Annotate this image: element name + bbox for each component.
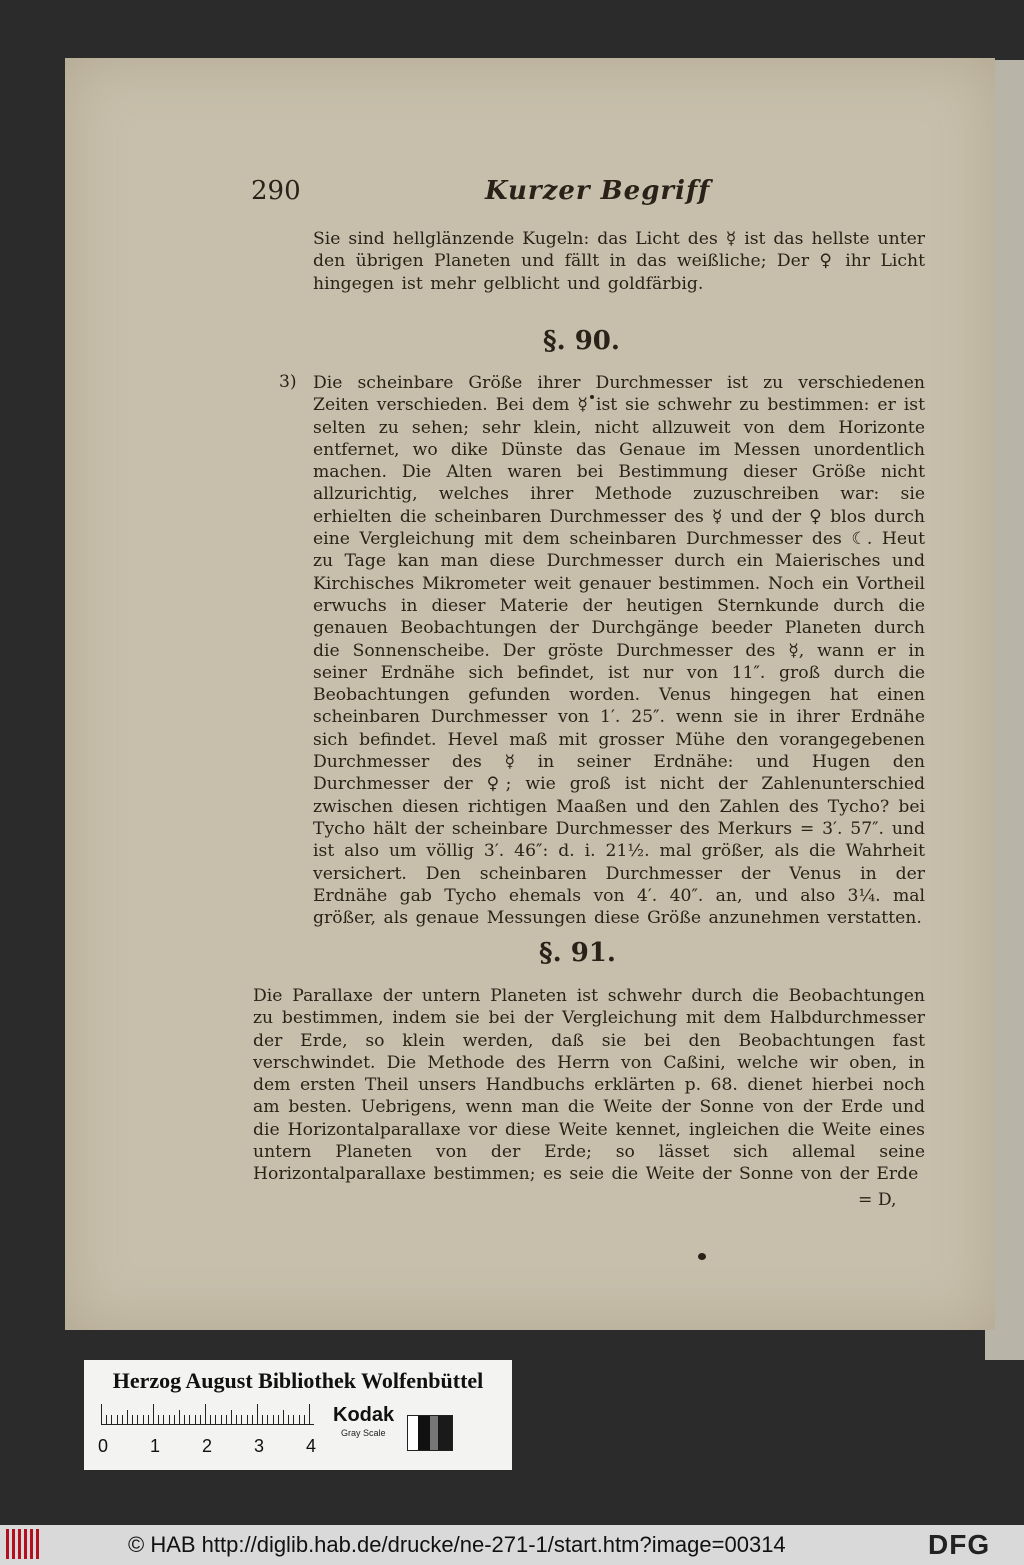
ruler-tick <box>215 1415 216 1424</box>
running-title: Kurzer Begriff <box>485 176 711 206</box>
ruler-tick <box>210 1415 211 1424</box>
scale-ruler <box>101 1404 314 1425</box>
ruler-tick <box>174 1415 175 1424</box>
dfg-logo: DFG <box>928 1529 991 1560</box>
ruler-tick <box>143 1415 144 1424</box>
ruler-tick <box>309 1404 310 1424</box>
paragraph-section-91: Die Parallaxe der untern Planeten ist schwehr durch die Beobachtungen zu bestimmen, indem sie bei der Vergleichung mit dem Halbdurchmesser der Erde, so klein werden, daß sie bei den Beobachtungen fast verschwindet. Die Methode des Herrn von Caßini, welche wir oben, in dem ersten Theil unsers Handbuchs erklärten p. 68. dienet hierbei noch am besten. Uebrigens, wenn man die Weite der Sonne von der Erde und die Horizontalparallaxe vor diese Weite kennet, ingleichen die Weite eines untern Planeten von der Erde; so lässet sich allemal seine Horizontalparallaxe bestimmen; es seie die Weite der Sonne von der Erde <box>253 986 925 1185</box>
ruler-tick <box>247 1415 248 1424</box>
ruler-tick <box>267 1415 268 1424</box>
color-card <box>84 1360 512 1470</box>
swatch-gray <box>430 1416 438 1450</box>
swatch-black <box>418 1416 430 1450</box>
ruler-tick <box>304 1415 305 1424</box>
ruler-tick <box>111 1415 112 1424</box>
ruler-tick <box>231 1410 232 1424</box>
ruler-tick <box>122 1415 123 1424</box>
ruler-label: 0 <box>98 1436 109 1456</box>
ruler-label: 1 <box>150 1436 161 1456</box>
ruler-tick <box>132 1415 133 1424</box>
paragraph-section-90: Die scheinbare Größe ihrer Durchmesser ist zu verschiedenen Zeiten verschieden. Bei dem ☿ ist sie schwehr zu bestimmen: er ist selten zu sehen; sehr klein, nicht allzuweit von dem Horizonte entfernet, wo dike Dünste das Genaue im Messen unordentlich machen. Die Alten waren bei Bestimmung dieser Größe nicht allzurichtig, welches ihrer Methode zuzuschreiben war: sie erhielten die scheinbaren Durchmesser des ☿ und der ♀ blos durch eine Vergleichung mit dem scheinbaren Durchmesser des ☾. Heut zu Tage kan man diese Durchmesser durch ein Maierisches und Kirchisches Mikrometer weit genauer bestimmen. Noch ein Vortheil erwuchs in dieser Materie der heutigen Sternkunde durch die genauen Beobachtungen der Durchgänge beeder Planeten durch die Sonnenscheibe. Der gröste Durchmesser des ☿, wann er in seiner Erdnähe sich befindet, ist nur von 11″. groß durch die Beobachtungen gefunden worden. Venus hingegen hat einen scheinbaren Durchmesser von 1′. 25″. wenn sie in ihrer Erdnähe sich befindet. Hevel maß mit grosser Mühe den vorangegebenen Durchmesser des ☿ in seiner Erdnähe: und Hugen den Durchmesser der ♀; wie groß ist nicht der Zahlenunterschied zwischen diesen richtigen Maaßen und den Zahlen des Tycho? bei Tycho hält der scheinbare Durchmesser des Merkurs = 3′. 57″. und ist also um völlig 3′. 46″: d. i. 21½. mal größer, als die Wahrheit versichert. Den scheinbaren Durchmesser der Venus in der Erdnähe gab Tycho ehemals von 4′. 40″. an, und also 3¼. mal größer, als genaue Messungen diese Größe anzunehmen verstatten. <box>313 373 925 929</box>
ruler-tick <box>195 1415 196 1424</box>
swatch-black <box>438 1416 452 1450</box>
ruler-tick <box>205 1404 206 1424</box>
ruler-tick <box>262 1415 263 1424</box>
kodak-brand: Kodak <box>333 1404 395 1426</box>
swatch-white <box>408 1416 418 1450</box>
ruler-tick <box>236 1415 237 1424</box>
ruler-tick <box>101 1404 102 1424</box>
section-heading-91: §. 91. <box>539 938 616 968</box>
ruler-label: 2 <box>202 1436 213 1456</box>
ruler-tick <box>106 1415 107 1424</box>
ruler-label: 4 <box>306 1436 317 1456</box>
ruler-tick <box>153 1404 154 1424</box>
ruler-tick <box>127 1410 128 1424</box>
ruler-label: 3 <box>254 1436 265 1456</box>
ruler-tick <box>283 1410 284 1424</box>
ruler-tick <box>252 1415 253 1424</box>
ink-stain <box>698 1253 706 1260</box>
section-heading-90: §. 90. <box>543 326 620 356</box>
ruler-tick <box>137 1415 138 1424</box>
copyright-link[interactable]: © HAB http://diglib.hab.de/drucke/ne-271-1/start.htm?image=00314 <box>128 1532 786 1557</box>
ruler-tick <box>241 1415 242 1424</box>
ruler-tick <box>200 1415 201 1424</box>
ruler-tick <box>117 1415 118 1424</box>
ruler-tick <box>257 1404 258 1424</box>
card-title: Herzog August Bibliothek Wolfenbüttel <box>112 1368 484 1393</box>
book-page <box>65 58 995 1330</box>
gray-swatch <box>407 1415 453 1451</box>
ruler-tick <box>148 1415 149 1424</box>
ruler-tick <box>221 1415 222 1424</box>
ruler-tick <box>226 1415 227 1424</box>
footer-bar <box>0 1525 1024 1565</box>
ruler-tick <box>293 1415 294 1424</box>
gray-scale-label: Gray Scale <box>341 1428 386 1438</box>
ruler-tick <box>169 1415 170 1424</box>
ruler-tick <box>299 1415 300 1424</box>
ruler-tick <box>288 1415 289 1424</box>
ruler-tick <box>163 1415 164 1424</box>
ruler-tick <box>189 1415 190 1424</box>
page-number: 290 <box>251 176 301 206</box>
ruler-tick <box>184 1415 185 1424</box>
ruler-tick <box>278 1415 279 1424</box>
item-number: 3) <box>279 372 297 392</box>
ruler-tick <box>273 1415 274 1424</box>
paragraph-continuation: Sie sind hellglänzende Kugeln: das Licht des ☿ ist das hellste unter den übrigen Planeten und fällt in das weißliche; Der ♀ ihr Licht hingegen ist mehr gelblicht und goldfärbig. <box>313 229 925 294</box>
running-head <box>65 176 995 216</box>
hab-logo-icon <box>6 1529 46 1559</box>
ruler-tick <box>179 1410 180 1424</box>
catchword: = D, <box>858 1190 897 1210</box>
ruler-tick <box>158 1415 159 1424</box>
